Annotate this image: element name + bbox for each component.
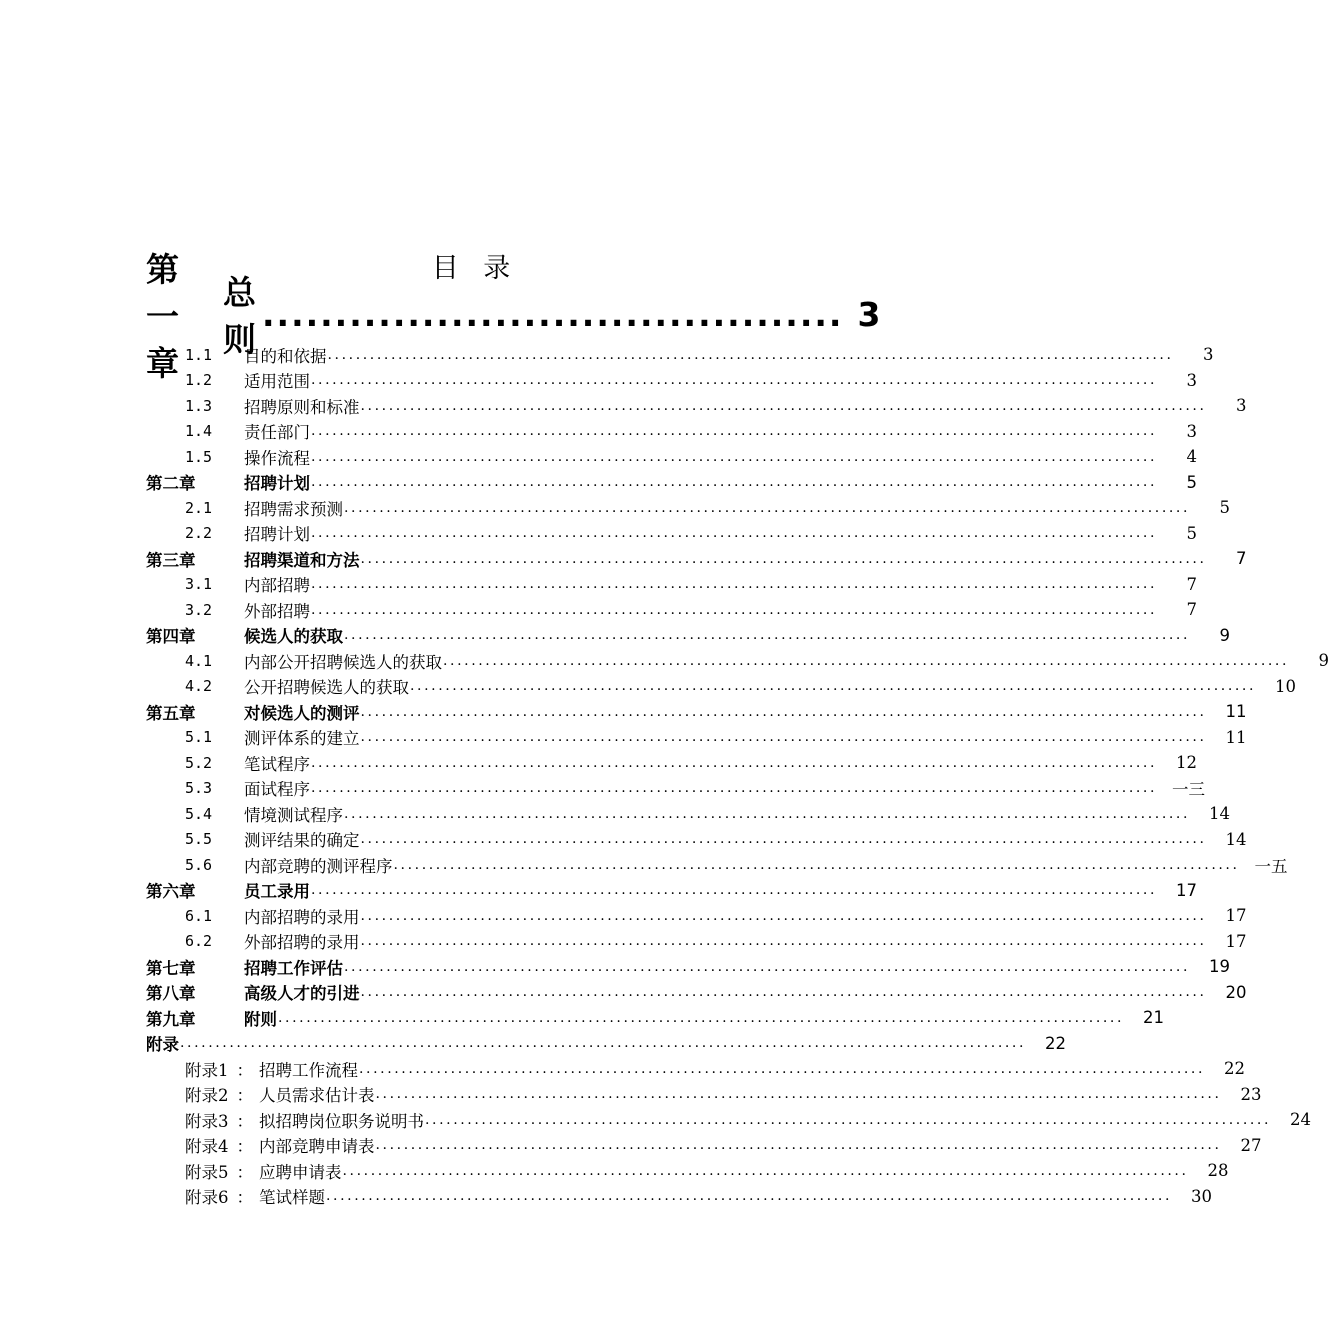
toc-entry[interactable]: [146, 827, 1247, 853]
toc-entry[interactable]: [146, 368, 1198, 394]
dot-leader: ........................................................................................................................: [311, 423, 1158, 440]
toc-entry[interactable]: [146, 1107, 1312, 1133]
toc-entry[interactable]: [146, 750, 1198, 776]
toc-entry[interactable]: [146, 1133, 1262, 1159]
toc-entry[interactable]: [146, 903, 1247, 929]
dot-leader: ........................................................................................................................: [344, 627, 1191, 644]
entry-page-number: 5: [1219, 498, 1231, 518]
entry-page-number: 5: [1186, 523, 1198, 543]
entry-page-number: 12: [1176, 753, 1198, 773]
appendix-separator: ：: [236, 1162, 253, 1182]
entry-title: 拟招聘岗位职务说明书: [259, 1111, 424, 1131]
dot-leader: ........................................................................................................................: [443, 652, 1290, 669]
section-number: 5.2: [185, 753, 213, 772]
section-number: 5.6: [185, 855, 213, 874]
entry-page-number: 9: [1318, 651, 1329, 671]
toc-entry[interactable]: [146, 444, 1198, 470]
dot-leader: ........................................................................................................................: [344, 805, 1191, 822]
section-number: 5.1: [185, 728, 213, 747]
entry-page-number: 23: [1240, 1084, 1262, 1104]
entry-page-number: 14: [1225, 829, 1247, 849]
dot-leader: ........................................................................................................................: [278, 1009, 1125, 1026]
toc-entry[interactable]: [146, 572, 1198, 598]
section-number: 5.3: [185, 779, 213, 798]
toc-entry[interactable]: [146, 1005, 1165, 1031]
appendix-number: 附录2: [185, 1086, 229, 1106]
dot-leader: ........................................................................................................................: [326, 1188, 1173, 1205]
entry-title: 测评体系的建立: [244, 729, 360, 749]
entry-page-number: 3: [1186, 370, 1198, 390]
section-number: 6.1: [185, 906, 213, 925]
entry-title: 面试程序: [244, 780, 310, 800]
dot-leader: ........................................................................................................................: [311, 780, 1158, 797]
chapter-number: 第九章: [146, 1009, 196, 1029]
toc-entry[interactable]: [146, 674, 1297, 700]
entry-page-number: 20: [1225, 982, 1247, 1002]
toc-entry[interactable]: [146, 597, 1198, 623]
dot-leader: ........................................................................................................................: [360, 933, 1207, 950]
entry-title: 内部招聘的录用: [244, 907, 360, 927]
toc-entry[interactable]: [146, 725, 1247, 751]
section-number: 1.2: [185, 371, 213, 390]
entry-page-number: 3: [1203, 345, 1214, 365]
entry-title: 笔试样题: [259, 1188, 325, 1208]
section-number: 6.2: [185, 932, 213, 951]
dot-leader: ........................................................................................................................: [375, 1137, 1222, 1154]
entry-title: 招聘计划: [244, 474, 310, 494]
entry-title: 责任部门: [244, 423, 310, 443]
toc-entry[interactable]: [146, 546, 1247, 572]
chapter-number: 第七章: [146, 958, 196, 978]
dot-leader: ........................................................................................................................: [360, 397, 1207, 414]
dot-leader: ........................................................................................................................: [311, 754, 1158, 771]
entry-page-number: 30: [1191, 1186, 1213, 1206]
chapter-number: 第四章: [146, 627, 196, 647]
chapter-number: 第二章: [146, 474, 196, 494]
entry-title: 对候选人的测评: [244, 703, 360, 723]
dot-leader: ........................................................................................................................: [410, 678, 1257, 695]
toc-entry[interactable]: [146, 801, 1231, 827]
entry-title: 内部招聘: [244, 576, 310, 596]
toc-entry[interactable]: [146, 1184, 1213, 1210]
entry-page-number: 9: [1219, 625, 1231, 645]
dot-leader: ........................................................................................................................: [360, 550, 1207, 567]
dot-leader: ........................................................................................................................: [425, 1111, 1272, 1128]
entry-page-number: 3: [1236, 396, 1247, 416]
section-number: 4.2: [185, 677, 213, 696]
entry-page-number: 17: [1225, 931, 1247, 951]
entry-page-number: 3: [1186, 421, 1198, 441]
toc-title: 目 录: [431, 253, 519, 284]
toc-entry[interactable]: [146, 699, 1247, 725]
entry-title: 招聘需求预测: [244, 499, 343, 519]
entry-page-number: 22: [1045, 1033, 1067, 1053]
chapter-number: 第一章: [146, 249, 179, 383]
entry-title: 外部招聘: [244, 601, 310, 621]
entry-title: 应聘申请表: [259, 1162, 342, 1182]
entry-title: 操作流程: [244, 448, 310, 468]
entry-title: 适用范围: [244, 372, 310, 392]
entry-title: 笔试程序: [244, 754, 310, 774]
toc-entry[interactable]: [146, 954, 1231, 980]
dot-leader: ........................................................................................................................: [311, 474, 1158, 491]
entry-page-number: 一三: [1172, 780, 1206, 800]
appendix-number: 附录6: [185, 1188, 229, 1208]
dot-leader: ........................................................................................................................: [311, 448, 1158, 465]
appendix-separator: ：: [236, 1111, 253, 1131]
entry-page-number: 27: [1240, 1135, 1262, 1155]
entry-title: 内部公开招聘候选人的获取: [244, 652, 442, 672]
entry-page-number: 24: [1290, 1110, 1312, 1130]
entry-title: 附录: [146, 1035, 179, 1055]
dot-leader: ........................................................................................................................: [327, 346, 1174, 363]
entry-page-number: 28: [1207, 1161, 1229, 1181]
section-number: 2.2: [185, 524, 213, 543]
section-number: 1.5: [185, 447, 213, 466]
entry-page-number: 7: [1186, 574, 1198, 594]
entry-page-number: 19: [1209, 957, 1231, 977]
entry-title: 外部招聘的录用: [244, 933, 360, 953]
entry-title: 测评结果的确定: [244, 831, 360, 851]
entry-title: 候选人的获取: [244, 627, 343, 647]
toc-entry[interactable]: [146, 1031, 1067, 1057]
toc-entry[interactable]: [146, 852, 1288, 878]
dot-leader: ........................................................................................................................: [311, 576, 1158, 593]
entry-page-number: 4: [1186, 447, 1198, 467]
appendix-separator: ：: [236, 1060, 253, 1080]
dot-leader: ........................................................................................................................: [344, 958, 1191, 975]
toc-entry[interactable]: [146, 878, 1198, 904]
appendix-number: 附录5: [185, 1162, 229, 1182]
entry-page-number: 7: [1236, 549, 1247, 569]
section-number: 4.1: [185, 651, 213, 670]
entry-page-number: 17: [1225, 906, 1247, 926]
entry-page-number: 17: [1176, 880, 1198, 900]
entry-title: 人员需求估计表: [259, 1086, 375, 1106]
entry-title: 目的和依据: [244, 346, 327, 366]
chapter-title: 总则: [223, 273, 256, 359]
section-number: 5.5: [185, 830, 213, 849]
toc-entry[interactable]: [146, 623, 1231, 649]
dot-leader: ........................................................................................................................: [360, 907, 1207, 924]
dot-leader: ........................................................................................................................: [342, 1162, 1189, 1179]
toc-entry[interactable]: [146, 1158, 1229, 1184]
chapter-number: 第三章: [146, 550, 196, 570]
section-number: 3.1: [185, 575, 213, 594]
entry-page-number: 11: [1225, 702, 1247, 722]
toc-entry[interactable]: [146, 980, 1247, 1006]
dot-leader: ........................................: [262, 294, 844, 334]
entry-title: 情境测试程序: [244, 805, 343, 825]
entry-page-number: 14: [1209, 804, 1231, 824]
entry-page-number: 11: [1225, 727, 1247, 747]
toc-entry[interactable]: [146, 929, 1247, 955]
toc-entry[interactable]: [146, 393, 1247, 419]
chapter-number: 第五章: [146, 703, 196, 723]
dot-leader: ........................................................................................................................: [311, 882, 1158, 899]
toc-entry[interactable]: [146, 1082, 1262, 1108]
section-number: 2.1: [185, 498, 213, 517]
appendix-separator: ：: [236, 1188, 253, 1208]
dot-leader: ........................................................................................................................: [360, 984, 1207, 1001]
entry-page-number: 一五: [1254, 856, 1288, 876]
toc-entry[interactable]: [146, 470, 1198, 496]
entry-title: 内部竞聘申请表: [259, 1137, 375, 1157]
dot-leader: ........................................................................................................................: [359, 1060, 1206, 1077]
appendix-number: 附录4: [185, 1137, 229, 1157]
toc-entry[interactable]: [146, 521, 1198, 547]
dot-leader: ........................................................................................................................: [311, 525, 1158, 542]
dot-leader: ........................................................................................................................: [311, 372, 1158, 389]
entry-title: 招聘工作评估: [244, 958, 343, 978]
toc-entry[interactable]: [146, 419, 1198, 445]
toc-entry[interactable]: [146, 495, 1231, 521]
dot-leader: ........................................................................................................................: [180, 1035, 1027, 1052]
dot-leader: ........................................................................................................................: [360, 831, 1207, 848]
entry-page-number: 5: [1186, 472, 1198, 492]
toc-entry[interactable]: [146, 648, 1329, 674]
entry-title: 员工录用: [244, 882, 310, 902]
entry-title: 高级人才的引进: [244, 984, 360, 1004]
section-number: 5.4: [185, 804, 213, 823]
chapter-page-number: 3: [857, 294, 881, 334]
section-number: 1.4: [185, 422, 213, 441]
entry-page-number: 10: [1275, 676, 1297, 696]
dot-leader: ........................................................................................................................: [360, 703, 1207, 720]
appendix-number: 附录1: [185, 1060, 229, 1080]
entry-title: 招聘渠道和方法: [244, 550, 360, 570]
toc-entry[interactable]: [146, 342, 1214, 368]
entry-page-number: 7: [1186, 600, 1198, 620]
appendix-separator: ：: [236, 1137, 253, 1157]
dot-leader: ........................................................................................................................: [311, 601, 1158, 618]
appendix-number: 附录3: [185, 1111, 229, 1131]
section-number: 1.3: [185, 396, 213, 415]
chapter-number: 第六章: [146, 882, 196, 902]
appendix-separator: ：: [236, 1086, 253, 1106]
entry-title: 招聘计划: [244, 525, 310, 545]
dot-leader: ........................................................................................................................: [393, 856, 1240, 873]
dot-leader: ........................................................................................................................: [360, 729, 1207, 746]
dot-leader: ........................................................................................................................: [375, 1086, 1222, 1103]
toc-entry[interactable]: [146, 776, 1206, 802]
section-number: 1.1: [185, 345, 213, 364]
entry-title: 内部竞聘的测评程序: [244, 856, 393, 876]
entry-page-number: 22: [1224, 1059, 1246, 1079]
entry-title: 招聘原则和标准: [244, 397, 360, 417]
entry-title: 附则: [244, 1009, 277, 1029]
toc-entry[interactable]: [146, 1056, 1246, 1082]
section-number: 3.2: [185, 600, 213, 619]
chapter-number: 第八章: [146, 984, 196, 1004]
dot-leader: ........................................................................................................................: [344, 499, 1191, 516]
entry-page-number: 21: [1143, 1008, 1165, 1028]
entry-title: 公开招聘候选人的获取: [244, 678, 409, 698]
toc-list: [146, 342, 1329, 1209]
entry-title: 招聘工作流程: [259, 1060, 358, 1080]
